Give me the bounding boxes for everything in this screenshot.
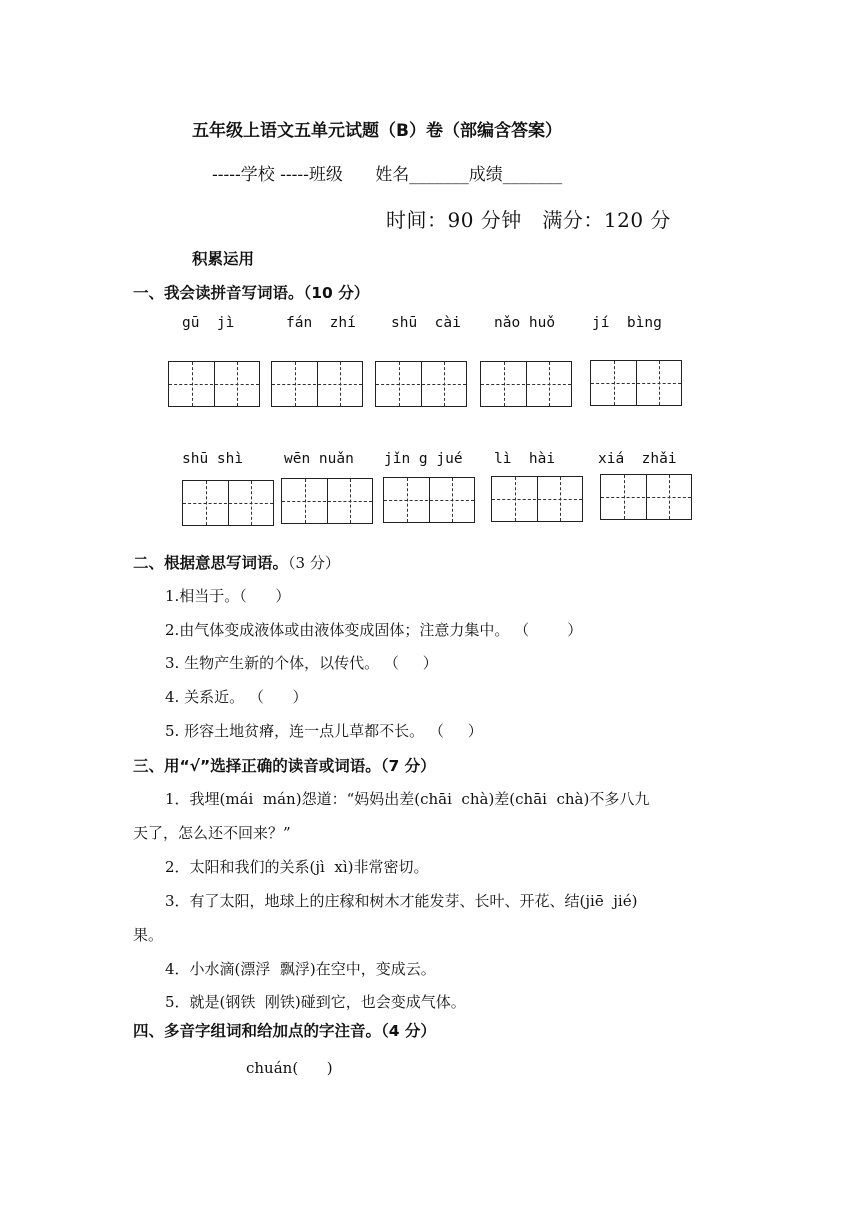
writing-grid[interactable] [600, 474, 692, 520]
q2-item: 2.由气体变成液体或由液体变成固体；注意力集中。 （ ） [165, 621, 583, 639]
pinyin-label: lì hài [494, 451, 556, 467]
pinyin-label: fán zhí [286, 315, 356, 331]
q3-item-continued: 天了，怎么还不回来？” [133, 824, 291, 842]
writing-grid[interactable] [281, 478, 373, 524]
pinyin-label: jǐn g jué [384, 451, 463, 467]
writing-grid[interactable] [383, 477, 475, 523]
pinyin-label: shū shì [182, 451, 244, 467]
pinyin-label: jí bìng [592, 315, 662, 331]
q3-heading: 三、用“√”选择正确的读音或词语。（7 分） [133, 757, 436, 775]
pinyin-label: wēn nuǎn [284, 451, 354, 467]
q2-item: 1.相当于。（ ） [165, 587, 291, 605]
pinyin-label: xiá zhǎi [598, 451, 677, 467]
q1-heading: 一、我会读拼音写词语。（10 分） [133, 284, 370, 302]
writing-grid[interactable] [182, 480, 274, 526]
q3-item: 3．有了太阳，地球上的庄稼和树木才能发芽、长叶、开花、结(jiē jié) [165, 892, 638, 910]
writing-grid[interactable] [590, 360, 682, 406]
writing-grid[interactable] [480, 361, 572, 407]
student-info-line: -----学校 -----班级 姓名_______成绩_______ [212, 165, 563, 185]
q3-item: 2．太阳和我们的关系(jì xì)非常密切。 [165, 858, 429, 876]
q2-item: 5. 形容土地贫瘠，连一点儿草都不长。 （ ） [165, 722, 483, 740]
q3-item: 1．我埋(mái mán)怨道：“妈妈出差(chāi chà)差(chāi chà)不多八九 [165, 790, 650, 808]
q4-heading: 四、多音字组词和给加点的字注音。（4 分） [133, 1022, 436, 1040]
writing-grid[interactable] [491, 476, 583, 522]
pinyin-label: nǎo huǒ [494, 315, 556, 331]
writing-grid[interactable] [375, 361, 467, 407]
time-and-score: 时间：90 分钟 满分：120 分 [386, 208, 671, 232]
q3-item-continued: 果。 [133, 926, 164, 944]
exam-title: 五年级上语文五单元试题（B）卷（部编含答案） [192, 121, 562, 141]
q2-item: 3. 生物产生新的个体，以传代。 （ ） [165, 654, 438, 672]
writing-grid[interactable] [271, 361, 363, 407]
q3-item: 4．小水滴(漂浮 飘浮)在空中，变成云。 [165, 960, 436, 978]
q2-score: （3 分） [288, 554, 340, 572]
q2-heading-line [133, 551, 340, 573]
pinyin-label: shū cài [391, 315, 461, 331]
q2-item: 4. 关系近。 （ ） [165, 688, 308, 706]
pinyin-label: gū jì [182, 315, 235, 331]
section-label: 积累运用 [192, 250, 255, 268]
q2-heading: 二、根据意思写词语。 [133, 554, 289, 572]
q3-item: 5．就是(钢铁 刚铁)碰到它，也会变成气体。 [165, 993, 466, 1011]
writing-grid[interactable] [168, 361, 260, 407]
q4-item: chuán( ) [246, 1059, 333, 1077]
